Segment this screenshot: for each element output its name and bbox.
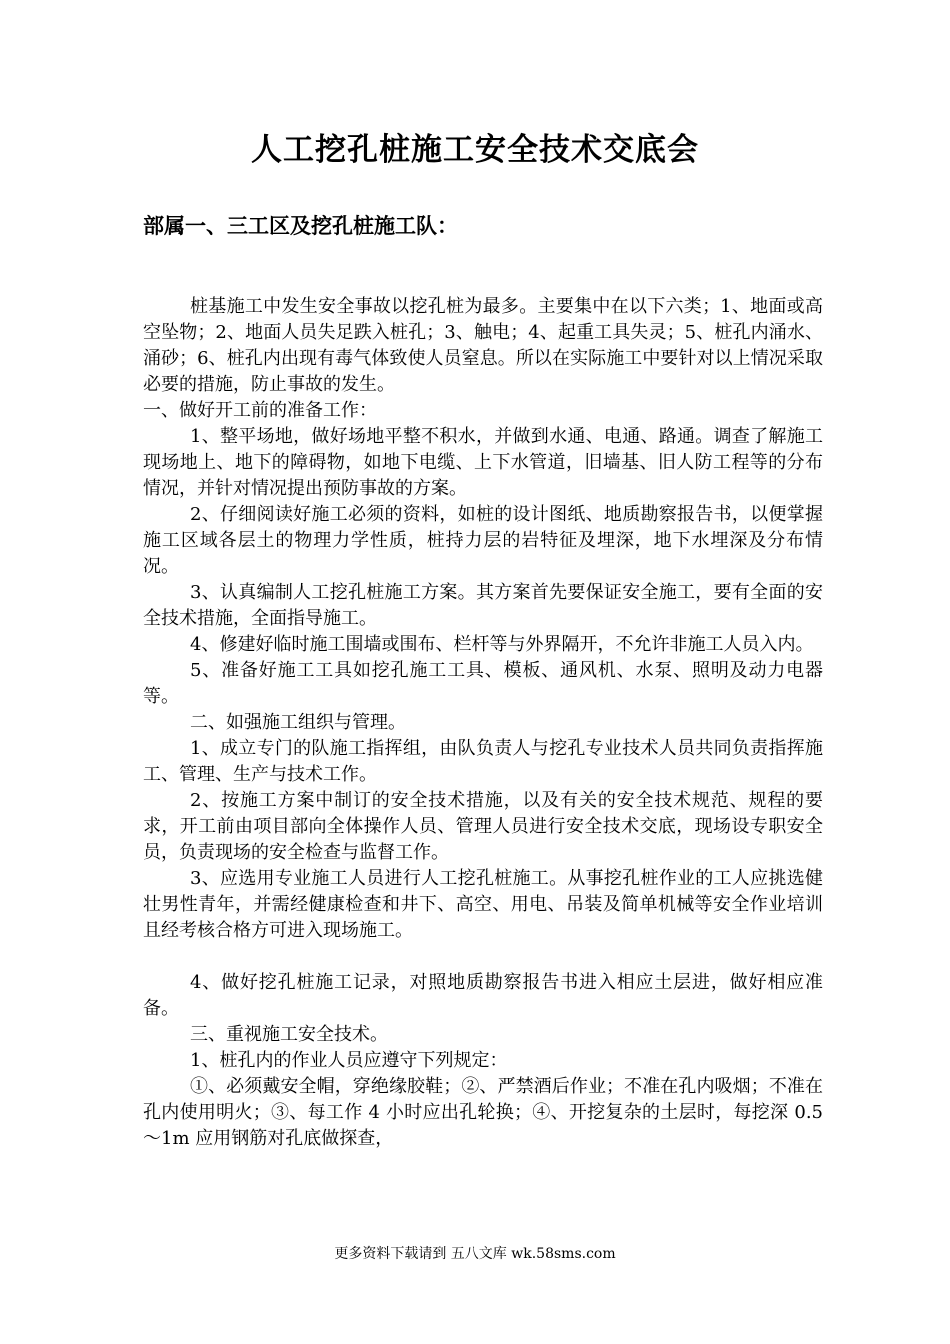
paragraph-1-4: 4、修建好临时施工围墙或围布、栏杆等与外界隔开，不允许非施工人员入内。 — [190, 634, 814, 655]
intro-paragraph: 桩基施工中发生安全事故以挖孔桩为最多。主要集中在以下六类；1、地面或高空坠物；2、地面人员失足跌入桩孔；3、触电；4、起重工具失灵；5、桩孔内涌水、涌砂；6、桩孔内出现有毒气体致使人员窒息。所以在实际施工中要针对以上情况采取必要的措施，防止事故的发生。 — [143, 296, 823, 395]
paragraph-1-2: 2、仔细阅读好施工必须的资料，如桩的设计图纸、地质勘察报告书，以便掌握施工区域各层土的物理力学性质，桩持力层的岩特征及埋深，地下水埋深及分布情况。 — [143, 504, 823, 577]
section-heading-1: 一、做好开工前的准备工作： — [143, 400, 377, 421]
blank-line — [143, 944, 823, 970]
paragraph-1-1: 1、整平场地，做好场地平整不积水，并做到水通、电通、路通。调查了解施工现场地上、地下的障碍物，如地下电缆、上下水管道，旧墙基、旧人防工程等的分布情况，并针对情况提出预防事故的方案。 — [143, 426, 823, 499]
paragraph-1-3: 3、认真编制人工挖孔桩施工方案。其方案首先要保证安全施工，要有全面的安全技术措施，全面指导施工。 — [143, 582, 823, 629]
document-subtitle: 部属一、三工区及挖孔桩施工队： — [143, 213, 458, 238]
paragraph-2-3: 3、应选用专业施工人员进行人工挖孔桩施工。从事挖孔桩作业的工人应挑选健壮男性青年，并需经健康检查和井下、高空、用电、吊装及简单机械等安全作业培训且经考核合格方可进入现场施工。 — [143, 868, 823, 941]
document-body — [143, 294, 823, 1152]
paragraph-3-rules: ①、必须戴安全帽，穿绝缘胶鞋；②、严禁酒后作业；不准在孔内吸烟；不准在孔内使用明火；③、每工作 4 小时应出孔轮换；④、开挖复杂的土层时，每挖深 0.5～1m 应用钢筋对孔底做探查， — [143, 1076, 823, 1149]
paragraph-1-5: 5、准备好施工工具如挖孔施工工具、模板、通风机、水泵、照明及动力电器等。 — [143, 660, 823, 707]
paragraph-2-1: 1、成立专门的队施工指挥组，由队负责人与挖孔专业技术人员共同负责指挥施工、管理、生产与技术工作。 — [143, 738, 823, 785]
paragraph-2-4: 4、做好挖孔桩施工记录，对照地质勘察报告书进入相应土层进，做好相应准备。 — [143, 972, 823, 1019]
paragraph-2-2: 2、按施工方案中制订的安全技术措施，以及有关的安全技术规范、规程的要求，开工前由项目部向全体操作人员、管理人员进行安全技术交底，现场设专职安全员，负责现场的安全检查与监督工作。 — [143, 790, 823, 863]
footer-link-text: 更多资料下载请到 五八文库 wk.58sms.com — [334, 1246, 616, 1262]
section-heading-3: 三、重视施工安全技术。 — [190, 1024, 388, 1045]
section-heading-2: 二、如强施工组织与管理。 — [190, 712, 406, 733]
paragraph-3-1: 1、桩孔内的作业人员应遵守下列规定： — [190, 1050, 508, 1071]
document-title: 人工挖孔桩施工安全技术交底会 — [251, 132, 699, 168]
